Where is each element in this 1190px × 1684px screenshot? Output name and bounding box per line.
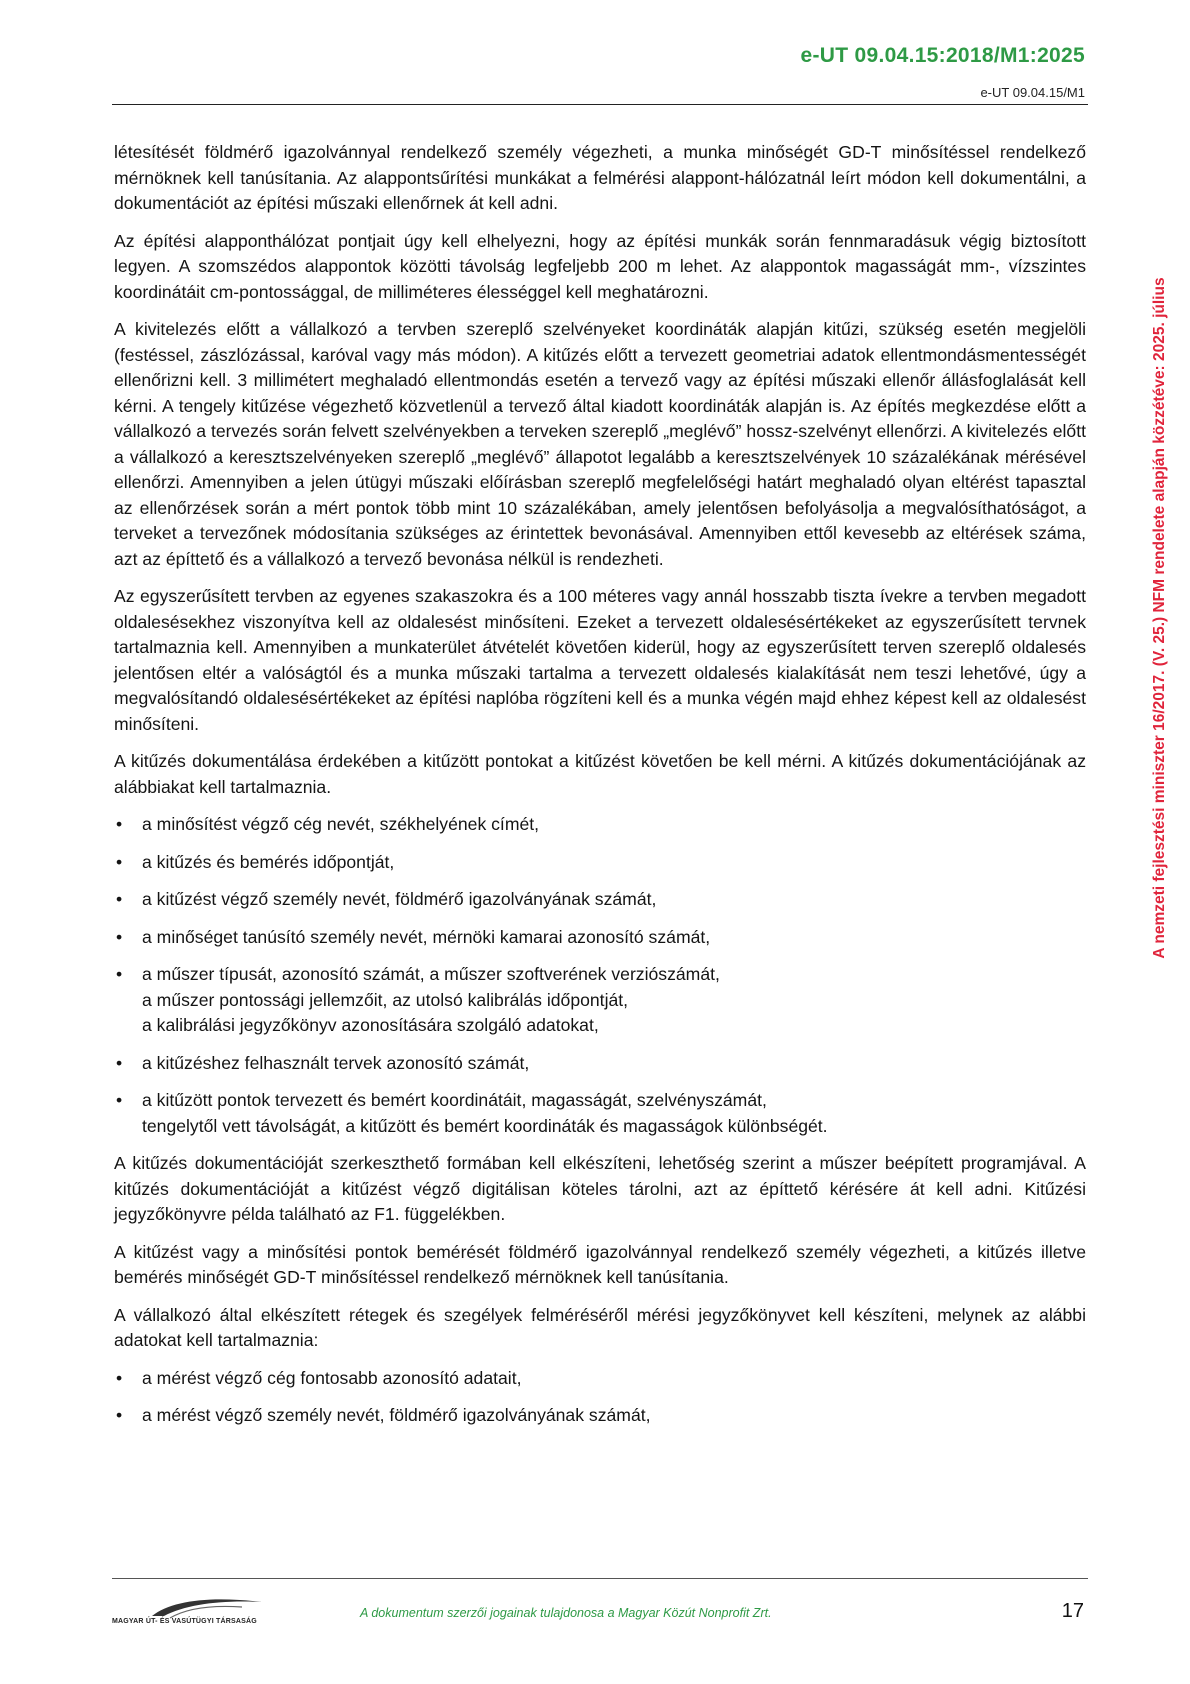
- paragraph: A vállalkozó által elkészített rétegek és szegélyek felméréséről mérési jegyzőkönyvet kell készíteni, melynek az alábbi adatokat kell tartalmaznia:: [114, 1304, 1086, 1350]
- page-number: 17: [1061, 1600, 1084, 1622]
- list-item-text: a kitűzött pontok tervezett és bemért koordinátáit, magasságát, szelvényszámát,: [142, 1090, 767, 1110]
- document-subcode: e-UT 09.04.15/M1: [980, 85, 1085, 100]
- page-content: [114, 140, 1086, 1441]
- header-rule: [112, 104, 1088, 105]
- list-item: [114, 1088, 1086, 1139]
- list-item: [114, 962, 1086, 1039]
- bullet-icon: •: [116, 926, 123, 947]
- list-item-text: a kalibrálási jegyzőkönyv azonosítására szolgáló adatokat,: [142, 1015, 599, 1035]
- side-note-text: A nemzeti fejlesztési miniszter 16/2017. (V. 25.) NFM rendelete alapján közzétéve: 2025. július: [1151, 277, 1168, 959]
- swoosh-icon: [112, 1594, 272, 1620]
- list-item: [114, 1403, 1086, 1429]
- list-item-text: a mérést végző cég fontosabb azonosító adatait,: [142, 1367, 522, 1388]
- paragraph: A kitűzés dokumentációját szerkeszthető formában kell elkészíteni, lehetőség szerint a műszer beépített programjával. A kitűzés dokumentációját a kitűzést végző digitálisan köteles tárolni, azt az építtető kérésére át kell adni. Kitűzési jegyzőkönyvre példa található az F1. függelékben.: [114, 1153, 1086, 1224]
- logo-text: MAGYAR ÚT- ÉS VASÚTÜGYI TÁRSASÁG: [112, 1618, 257, 1625]
- list-item: [114, 925, 1086, 951]
- bullet-icon: •: [116, 1367, 123, 1388]
- association-logo: [112, 1594, 272, 1634]
- paragraph: A kitűzést vagy a minősítési pontok bemérését földmérő igazolvánnyal rendelkező személy végezheti, a kitűzés illetve bemérés minőségét GD-T minősítéssel rendelkező mérnöknek kell tanúsítania.: [114, 1241, 1086, 1287]
- list-item-text: tengelytől vett távolságát, a kitűzött és bemért koordináták és magasságok különbségét.: [142, 1115, 828, 1136]
- bullet-icon: •: [116, 1405, 123, 1425]
- list-item: [114, 1051, 1086, 1077]
- list-item-text: a műszer típusát, azonosító számát, a műszer szoftverének verziószámát,: [142, 964, 720, 984]
- bullet-icon: •: [116, 889, 123, 909]
- list-item-text: a minősítést végző cég nevét, székhelyének címét,: [142, 814, 540, 834]
- bullet-icon: •: [116, 851, 123, 872]
- paragraph: Az egyszerűsített tervben az egyenes szakaszokra és a 100 méteres vagy annál hosszabb tiszta ívekre a tervben megadott oldalesésekhez viszonyítva kell az oldalesést minősíteni. Ezeket a tervezett oldalesésértékeket az egyszerűsített tervnek tartalmaznia kell. Amennyiben a munkaterület átvételét követően kiderül, hogy az egyszerűsített terven szereplő oldalesés jelentősen eltér a valóságtól és a munka műszaki tartalma a tervezett oldalesés kialakítását nem teszi lehetővé, úgy a megvalósítandó oldalesésértékeket az építési naplóba rögzíteni kell és a munka végén majd ehhez képest kell az oldalesést minősíteni.: [114, 586, 1086, 734]
- paragraph: Az építési alapponthálózat pontjait úgy kell elhelyezni, hogy az építési munkák során fennmaradásuk végig biztosított legyen. A szomszédos alappontok közötti távolság legfeljebb 200 m lehet. Az alappontok magasságát mm-, vízszintes koordinátáit cm-pontossággal, de milliméteres élességgel kell meghatározni.: [114, 230, 1086, 302]
- measurement-report-list: [114, 1366, 1086, 1429]
- list-item: [114, 812, 1086, 838]
- paragraph: A kivitelezés előtt a vállalkozó a tervben szereplő szelvényeket koordináták alapján kitűzi, szükség esetén megjelöli (festéssel, zászlózással, karóval vagy más módon). A kitűzés előtt a tervezett geometriai adatok ellentmondásmentességét ellenőrizni kell. 3 millimétert meghaladó ellentmondás esetén a tervező vagy az építési műszaki ellenőr állásfoglalását kell kérni. A tengely kitűzése végezhető közvetlenül a tervező által kiadott koordináták alapján is. Az építés megkezdése előtt a vállalkozó a tervezés során felvett szelvényekben a terveken szereplő „meglévő” hossz-szelvényt ellenőrzi. A kivitelezés előtt a vállalkozó a keresztszelvényeken szereplő „meglévő” állapotot legalább a keresztszelvények 10 százalékának mérésével ellenőrzi. Amennyiben a jelen útügyi műszaki előírásban szereplő megfelelőségi határt meghaladó olyan eltérést tapasztal az ellenőrzések során a mért pontok több mint 10 százalékában, amely jelentősen befolyásolja a megvalósíthatóságot, a terveket a tervezőnek módosítania szükséges az érintettek bevonásával. Amennyiben ettől kevesebb az eltérések száma, azt az építtető és a vállalkozó a tervező bevonása nélkül is rendezheti.: [114, 319, 1086, 569]
- list-item-text: a műszer pontossági jellemzőit, az utolsó kalibrálás időpontját,: [142, 989, 629, 1010]
- bullet-icon: •: [116, 1052, 123, 1073]
- bullet-icon: •: [116, 964, 123, 984]
- list-item-text: a kitűzéshez felhasznált tervek azonosító számát,: [142, 1052, 530, 1073]
- bullet-icon: •: [116, 814, 123, 834]
- list-item-text: a minőséget tanúsító személy nevét, mérnöki kamarai azonosító számát,: [142, 926, 711, 947]
- list-item: [114, 850, 1086, 876]
- list-item-text: a kitűzés és bemérés időpontját,: [142, 851, 395, 872]
- list-item-text: a mérést végző személy nevét, földmérő igazolványának számát,: [142, 1405, 651, 1425]
- list-item: [114, 1366, 1086, 1392]
- document-code: e-UT 09.04.15:2018/M1:2025: [800, 44, 1085, 67]
- paragraph: A kitűzés dokumentálása érdekében a kitűzött pontokat a kitűzést követően be kell mérni. A kitűzés dokumentációjának az alábbiakat kell tartalmaznia.: [114, 751, 1086, 797]
- paragraph: létesítését földmérő igazolvánnyal rendelkező személy végezheti, a munka minőségét GD-T minősítéssel rendelkező mérnöknek kell tanúsítania. Az alappontsűrítési munkákat a felmérési alappont-hálózatnál leírt módon kell dokumentálni, a dokumentációt az építési műszaki ellenőrnek át kell adni.: [114, 142, 1086, 213]
- footer-copyright: A dokumentum szerzői jogainak tulajdonosa a Magyar Közút Nonprofit Zrt.: [360, 1606, 772, 1620]
- bullet-icon: •: [116, 1090, 123, 1110]
- footer-rule: [112, 1578, 1088, 1579]
- list-item: [114, 887, 1086, 913]
- list-item-text: a kitűzést végző személy nevét, földmérő igazolványának számát,: [142, 889, 657, 909]
- documentation-contents-list: [114, 812, 1086, 1139]
